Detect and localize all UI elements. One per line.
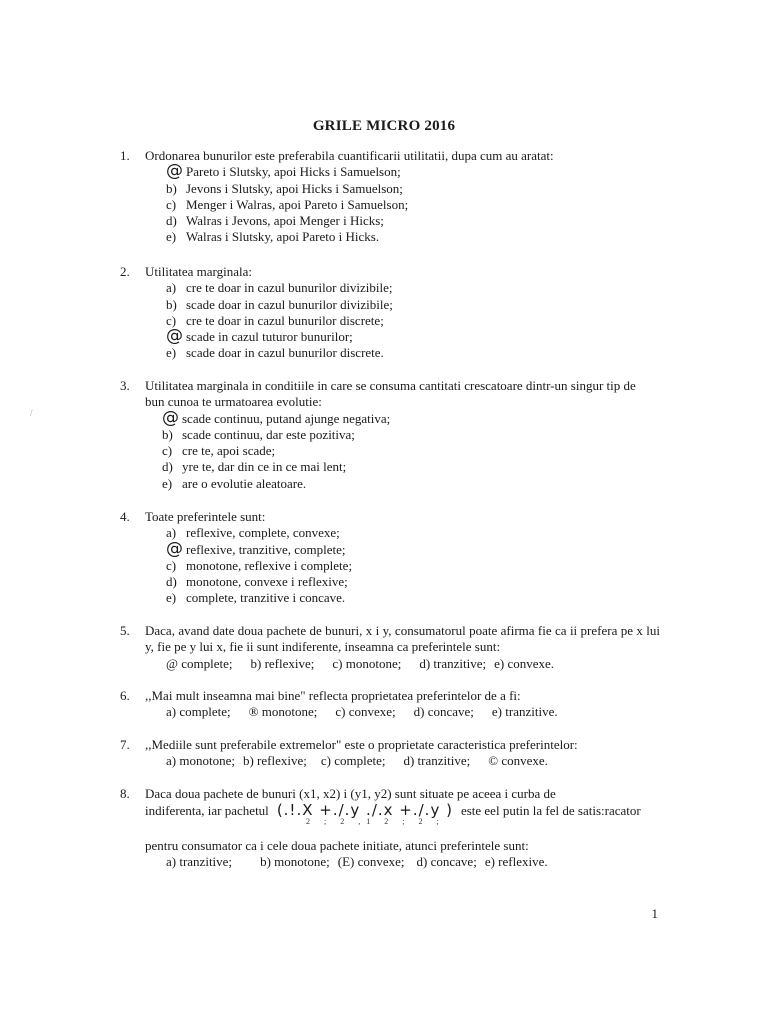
option-e <box>166 345 660 361</box>
question-text-line-2-end: este eel putin la fel de satis:racator <box>460 803 641 819</box>
question-text-line-2: indiferenta, iar pachetul <box>145 803 269 819</box>
answer-mark: @ <box>166 326 183 347</box>
option-d <box>166 213 660 229</box>
question-number: 2. <box>120 264 130 279</box>
option-b: b) reflexive; <box>242 753 307 769</box>
option-list <box>162 407 660 492</box>
option-letter: e) <box>166 229 177 245</box>
option-a: a) tranzitive; <box>166 853 233 869</box>
option-letter: c) <box>162 443 173 459</box>
answer-option-a: @ complete; <box>166 655 233 671</box>
question-number: 3. <box>120 378 130 393</box>
option-b <box>166 181 660 197</box>
option-b <box>166 297 660 313</box>
option-letter: e) <box>166 345 177 361</box>
option-letter: b) <box>166 296 177 312</box>
question-text-line-1: Daca doua pachete de bunuri (x1, x2) i (y1, y2) sunt situate pe aceea i curba de <box>145 786 556 801</box>
option-text: scade doar in cazul bunurilor discrete. <box>186 345 384 361</box>
question-text: Ordonarea bunurilor este preferabila cuantificarii utilitatii, dupa cum au aratat: <box>145 148 554 163</box>
question-number: 6. <box>120 688 130 703</box>
option-e <box>162 476 660 492</box>
option-letter: b) <box>166 180 177 196</box>
option-c <box>166 197 660 213</box>
question-text: ,,Mai mult inseamna mai bine" reflecta proprietatea preferintelor de a fi: <box>145 688 521 703</box>
answer-option-e: © convexe. <box>488 753 548 769</box>
option-letter: e) <box>166 590 177 606</box>
option-b <box>162 427 660 443</box>
option-c <box>162 443 660 459</box>
option-a: a) monotone; <box>166 753 235 769</box>
option-letter: c) <box>166 557 177 573</box>
document-title: GRILE MICRO 2016 <box>312 118 456 134</box>
option-text: Menger i Walras, apoi Pareto i Samuelson; <box>186 196 409 212</box>
option-d: d) tranzitive; <box>403 753 471 769</box>
option-a <box>162 407 660 428</box>
option-text: scade continuu, dar este pozitiva; <box>182 426 355 442</box>
answer-option-c: (E) convexe; <box>337 853 405 869</box>
option-row <box>166 656 660 673</box>
formula-subscripts: 2 ; 2 ,1 2 ; 2 ; <box>306 817 445 826</box>
option-letter: b) <box>162 426 173 442</box>
question-text: Toate preferintele sunt: <box>145 509 266 524</box>
option-text: monotone, reflexive i complete; <box>186 557 353 573</box>
option-a: a) complete; <box>166 704 231 720</box>
option-letter: c) <box>166 196 177 212</box>
option-e <box>166 590 660 606</box>
option-text: yre te, dar din ce in ce mai lent; <box>182 459 347 475</box>
bundle-formula: (.!.X +./.y ./.x +./.y ) <box>276 801 453 820</box>
option-row <box>166 854 660 871</box>
option-c <box>166 313 660 329</box>
question-5 <box>120 623 660 673</box>
option-c <box>166 558 660 574</box>
question-3 <box>120 378 660 492</box>
option-text: Walras i Slutsky, apoi Pareto i Hicks. <box>186 229 380 245</box>
option-text: Pareto i Slutsky, apoi Hicks i Samuelson; <box>186 164 401 180</box>
option-letter: d) <box>162 459 173 475</box>
option-row <box>166 704 660 721</box>
question-text: Utilitatea marginala in conditiile in care se consuma cantitati crescatoare dintr-un singur tip de bun cunoa te urmatoarea evolutie: <box>145 378 636 410</box>
option-text: cre te doar in cazul bunurilor divizibile; <box>186 280 393 296</box>
question-number: 4. <box>120 509 130 524</box>
option-d: d) concave; <box>413 704 474 720</box>
option-d: d) concave; <box>416 853 477 869</box>
answer-mark: @ <box>162 407 179 428</box>
option-letter: c) <box>166 312 177 328</box>
question-number: 8. <box>120 786 130 801</box>
option-letter: a) <box>166 280 177 296</box>
option-text: reflexive, complete, convexe; <box>186 525 340 541</box>
option-c: c) monotone; <box>332 655 402 671</box>
option-text: cre te, apoi scade; <box>182 443 276 459</box>
option-a <box>166 525 660 541</box>
option-text: Jevons i Slutsky, apoi Hicks i Samuelson; <box>186 180 403 196</box>
option-a <box>166 161 660 182</box>
option-text: scade continuu, putand ajunge negativa; <box>182 410 391 426</box>
option-e: e) reflexive. <box>484 853 548 869</box>
option-text: cre te doar in cazul bunurilor discrete; <box>186 312 384 328</box>
option-text: are o evolutie aleatoare. <box>182 475 307 491</box>
question-2 <box>120 264 660 362</box>
option-text: monotone, convexe i reflexive; <box>186 574 348 590</box>
option-letter: d) <box>166 574 177 590</box>
option-b: b) monotone; <box>260 853 330 869</box>
question-7 <box>120 737 660 770</box>
option-e: e) tranzitive. <box>491 704 558 720</box>
option-c: c) complete; <box>320 753 386 769</box>
option-letter: e) <box>162 475 173 491</box>
question-4 <box>120 509 660 607</box>
question-text-line-3: pentru consumator ca i cele doua pachete initiate, atunci preferintele sunt: <box>145 837 529 853</box>
option-list <box>166 161 660 245</box>
option-text: reflexive, tranzitive, complete; <box>186 541 346 557</box>
answer-mark: @ <box>166 161 183 182</box>
option-d <box>162 459 660 475</box>
option-b: b) reflexive; <box>250 655 315 671</box>
question-text: Daca, avand date doua pachete de bunuri, x i y, consumatorul poate afirma fie ca ii prefera pe x lui y, fie pe y lui x, fie ii sunt indiferente, inseamna ca preferintele sunt: <box>145 623 660 655</box>
answer-mark: @ <box>166 538 183 559</box>
option-list <box>166 525 660 606</box>
option-a <box>166 280 660 296</box>
answer-option-b: ® monotone; <box>248 704 318 720</box>
question-text: Utilitatea marginala: <box>145 264 252 279</box>
question-8 <box>120 786 660 871</box>
option-d <box>166 574 660 590</box>
option-text: Walras i Jevons, apoi Menger i Hicks; <box>186 213 384 229</box>
question-number: 1. <box>120 148 130 163</box>
option-e <box>166 229 660 245</box>
option-text: complete, tranzitive i concave. <box>186 590 346 606</box>
option-e: e) convexe. <box>494 655 555 671</box>
option-row <box>166 753 660 770</box>
option-text: scade in cazul tuturor bunurilor; <box>186 329 353 345</box>
option-letter: d) <box>166 213 177 229</box>
question-6 <box>120 688 660 721</box>
question-1 <box>120 148 660 246</box>
question-number: 7. <box>120 737 130 752</box>
option-text: scade doar in cazul bunurilor divizibile; <box>186 296 393 312</box>
option-list <box>166 280 660 361</box>
option-c: c) convexe; <box>335 704 396 720</box>
question-number: 5. <box>120 623 130 638</box>
option-letter: a) <box>166 525 177 541</box>
stray-mark: / <box>30 408 33 418</box>
option-d <box>166 326 660 347</box>
question-text: ,,Mediile sunt preferabile extremelor" este o proprietate caracteristica preferintelor: <box>145 737 578 752</box>
page-number: 1 <box>651 906 658 921</box>
option-d: d) tranzitive; <box>419 655 487 671</box>
option-b <box>166 538 660 559</box>
